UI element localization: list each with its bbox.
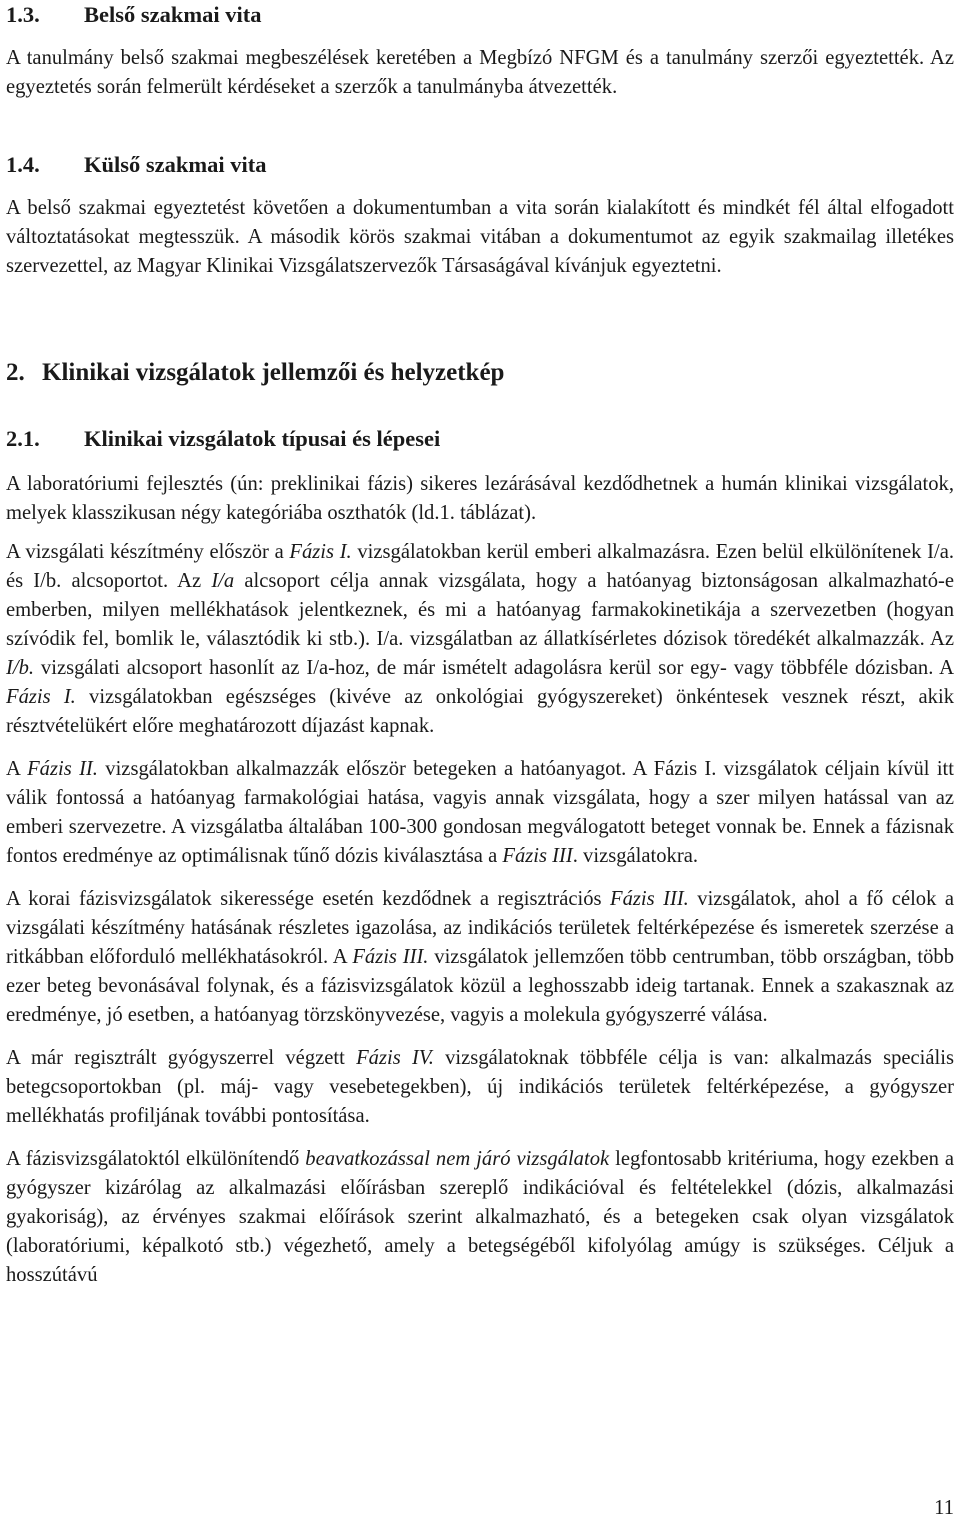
text-segment: vizsgálati alcsoport hasonlít az I/a-hoz, de már ismételt adagolásra kerül sor egy- vagy többféle dózisban. A (34, 657, 954, 679)
text-segment: A vizsgálati készítmény először a (6, 541, 290, 563)
italic-term: Fázis IV. (356, 1047, 434, 1069)
section-heading-2-1 (6, 424, 954, 454)
paragraph-phase-3 (6, 885, 954, 1030)
italic-term: Fázis III (502, 845, 573, 867)
document-page (6, 0, 954, 1290)
chapter-heading-2 (6, 357, 954, 389)
text-segment: vizsgálatokban alkalmazzák először betegeken a hatóanyagot. A Fázis I. vizsgálatok céljain kívül itt válik fontossá a hatóanyag farmakológiai hatása, vagyis annak vizsgálata, hogy a szer milyen hatással van az emberi szervezetre. A vizsgálatba általában 100-300 gondosan megválogatott beteget vonnak be. Ennek a fázisnak fontos eredménye az optimálisnak tűnő dózis kiválasztása a (6, 758, 954, 867)
italic-term: beavatkozással nem járó vizsgálatok (305, 1148, 610, 1170)
section-number: 2.1. (6, 426, 40, 451)
italic-term: Fázis III. (352, 946, 429, 968)
paragraph-phase-1 (6, 538, 954, 741)
text-segment: A (6, 758, 28, 780)
paragraph-1-3: A tanulmány belső szakmai megbeszélések keretében a Megbízó NFGM és a tanulmány szerzői egyeztették. Az egyeztetés során felmerült kérdéseket a szerzők a tanulmányba átvezették. (6, 47, 954, 98)
section-heading-1-3 (6, 0, 954, 30)
italic-term: I/a (211, 570, 235, 592)
paragraph-non-interventional (6, 1145, 954, 1290)
paragraph-2-1-intro: A laboratóriumi fejlesztés (ún: preklinikai fázis) sikeres lezárásával kezdődhetnek a humán klinikai vizsgálatok, melyek klasszikusan négy kategóriába oszthatók (ld.1. táblázat). (6, 473, 954, 524)
text-segment: A már regisztrált gyógyszerrel végzett (6, 1047, 357, 1069)
page-number: 11 (934, 1497, 954, 1519)
italic-term: Fázis I. (289, 541, 352, 563)
text-segment: legfontosabb kritériuma, hogy ezekben a gyógyszer kizárólag az alkalmazási előírásban szereplő indikációval és feltételekkel (dózis, alkalmazási gyakoriság), az érvényes szakmai előírások szerint alkalmazható, és a betegeken csak olyan vizsgálatok (laboratóriumi, képalkotó stb.) végezhető, amely a betegségéből kifolyólag amúgy is szükséges. Céljuk a hosszútávú (6, 1148, 955, 1286)
text-segment: . vizsgálatokra. (572, 845, 698, 867)
section-title: Külső szakmai vita (84, 152, 267, 177)
italic-term: Fázis II. (27, 758, 98, 780)
section-number: 1.4. (6, 152, 40, 177)
chapter-number: 2. (6, 359, 25, 386)
text-segment: vizsgálatokban egészséges (kivéve az onkológiai gyógyszereket) önkéntesek vesznek részt, akik résztvételükért előre meghatározott díjazást kapnak. (6, 686, 954, 737)
text-segment: alcsoport célja annak vizsgálata, hogy a hatóanyag biztonságosan alkalmazható-e emberben, milyen mellékhatások jelentkeznek, és mi a hatóanyag farmakokinetikája a szervezetben (hogyan szívódik fel, bomlik le, választódik ki stb.). I/a. vizsgálatban az állatkísérletes dózisok töredékét alkalmazzák. Az (6, 570, 954, 650)
italic-term: Fázis III. (610, 888, 689, 910)
chapter-title: Klinikai vizsgálatok jellemzői és helyzetkép (42, 359, 505, 386)
paragraph-phase-2 (6, 755, 954, 871)
paragraph-phase-4 (6, 1044, 954, 1131)
section-number: 1.3. (6, 2, 40, 27)
section-heading-1-4 (6, 150, 954, 180)
text-segment: vizsgálatoknak többféle célja is van: alkalmazás speciális betegcsoportokban (pl. máj- vagy vesebetegekben), új indikációs területek feltérképezése, a gyógyszer mellékhatás profiljának további pontosítása. (6, 1047, 954, 1127)
text-segment: vizsgálatok, ahol a fő célok a vizsgálati készítmény hatásának részletes igazolása, az indikációs területek feltérképezése és ismeretek szerzése a ritkábban előforduló mellékhatásokról. A (6, 888, 954, 968)
text-segment: vizsgálatok jellemzően több centrumban, több országban, több ezer beteg bevonásával folynak, és a fázisvizsgálatok közül a leghosszabb ideig tartanak. Ennek a szakasznak az eredménye, jó esetben, a hatóanyag törzskönyvezése, vagyis a molekula gyógyszerré válása. (6, 946, 954, 1026)
text-segment: A fázisvizsgálatoktól elkülönítendő (6, 1148, 306, 1170)
italic-term: Fázis I. (6, 686, 76, 708)
paragraph-1-4: A belső szakmai egyeztetést követően a dokumentumban a vita során kialakított és mindkét fél által elfogadott változtatásokat megtesszük. A második körös szakmai vitában a dokumentumot az egyik szakmailag illetékes szervezettel, az Magyar Klinikai Vizsgálatszervezők Társaságával kívánjuk egyeztetni. (6, 197, 954, 277)
text-segment: vizsgálatokban kerül emberi alkalmazásra. Ezen belül elkülönítenek I/a. és I/b. alcsoportot. Az (6, 541, 955, 592)
section-title: Belső szakmai vita (84, 2, 262, 27)
text-segment: A korai fázisvizsgálatok sikeressége esetén kezdődnek a regisztrációs (6, 888, 611, 910)
section-title: Klinikai vizsgálatok típusai és lépesei (84, 426, 441, 451)
italic-term: I/b. (6, 657, 35, 679)
